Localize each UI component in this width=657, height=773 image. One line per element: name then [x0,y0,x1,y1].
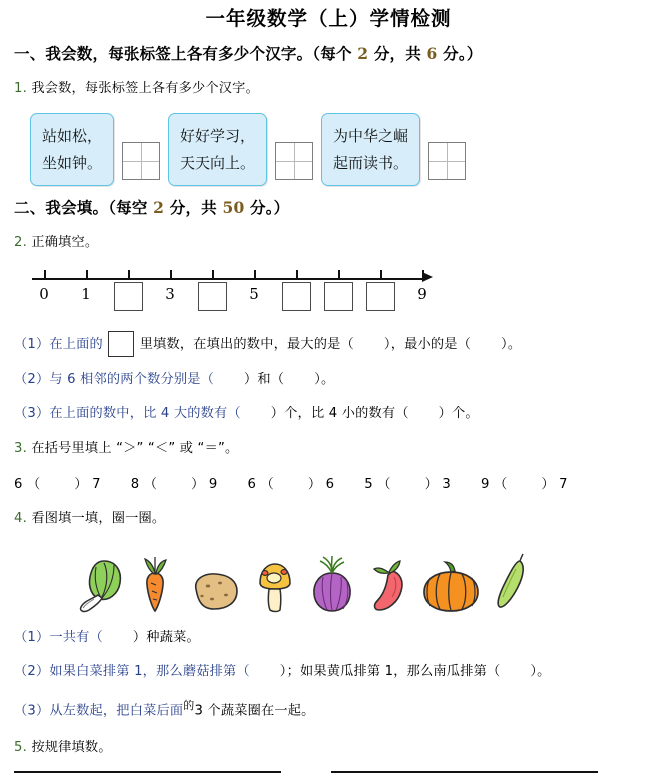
question-2-text: 正确填空。 [26,235,99,250]
number-line-tick [86,270,88,279]
question-3-text: 在括号里填上 “＞” “＜” 或 “＝”。 [26,441,239,456]
section-one-suffix: 分。） [437,44,483,63]
tianzige-answer-box-3[interactable] [428,142,466,180]
question-5 [14,737,643,758]
label-card-1-line-1: 站如松， [42,127,103,145]
q4-sub3-superscript: 的 [183,699,195,712]
onion-icon [308,555,356,615]
pumpkin-icon [420,559,482,615]
q4-sub2-end: ）。 [530,664,551,679]
q2-sub2-label: （2）与 6 相邻的两个数分别是（ [14,372,215,387]
comparison-left-number: 6 [14,477,23,492]
comparison-paren-open: （ [22,477,41,492]
number-line-tick [170,270,172,279]
comparison-paren-open: （ [489,477,508,492]
label-card-3 [321,113,420,186]
number-line-arrow-icon [422,272,433,282]
number-line-answer-box[interactable] [282,282,311,311]
section-one-score-total: 6 [426,44,438,63]
q2-sub3-end: ）个。 [438,406,479,421]
tianzige-answer-box-1[interactable] [122,142,160,180]
question-1-text: 我会数，每张标签上各有多少个汉字。 [26,81,259,96]
question-4-sub-1 [14,627,643,649]
number-line-answer-box[interactable] [366,282,395,311]
comparison-right-number: 7 [92,477,101,492]
comparison-left-number: 5 [364,477,373,492]
label-card-1 [30,113,114,186]
number-line-tick [128,270,130,279]
comparison-paren-close: ） [541,477,560,492]
number-line-label: 5 [249,285,259,303]
question-2 [14,232,643,253]
label-card-2-line-1: 好好学习， [180,127,256,145]
section-two-score-per: 2 [153,198,165,217]
question-5-number: 5. [14,740,27,756]
number-line-axis [32,278,424,280]
section-one-score-per: 2 [357,44,369,63]
comparison-paren-open: （ [372,477,391,492]
mushroom-icon [254,557,296,615]
comparison-right-number: 6 [325,477,335,492]
section-two-suffix: 分。） [244,198,290,217]
comparison-right-number: 7 [559,477,568,492]
q4-sub3-label: （3）从左数起，把白菜后面 [14,703,184,719]
number-line-tick [380,270,382,279]
number-line-answer-box[interactable] [324,282,353,311]
q4-sub1-label: （1）一共有（ [14,630,103,645]
potato-icon [184,567,242,615]
section-heading-two [14,197,643,219]
number-line-tick [44,270,46,279]
q2-sub1-mid: 里填数，在填出的数中，最大的是（ [135,337,354,352]
q2-sub2-mid: ）和（ [244,372,285,387]
q2-sub2-end: ）。 [314,372,335,387]
comparison-item [481,475,568,495]
question-3 [14,438,643,459]
comparison-paren-close: ） [307,477,326,492]
number-line-answer-box[interactable] [114,282,143,311]
tianzige-answer-box-2[interactable] [275,142,313,180]
number-line-tick [254,270,256,279]
comparison-item [14,475,101,495]
comparison-right-number: 9 [208,477,218,492]
label-card-1-line-2: 坐如钟。 [42,154,103,172]
q2-sub1-mid2: ），最小的是（ [383,337,472,352]
comparison-left-number: 8 [130,477,140,492]
question-2-sub-1 [14,331,643,357]
inline-answer-box[interactable] [108,331,134,357]
comparison-item [131,475,218,495]
question-2-number: 2. [14,235,27,250]
q2-sub3-label: （3）在上面的数中，比 4 大的数有（ [14,406,241,421]
vegetable-row [14,543,643,615]
number-line-answer-box[interactable] [198,282,227,311]
number-line-label: 1 [81,285,91,303]
number-line [24,267,444,319]
q4-sub2-mid: ）；如果黄瓜排第 1，那么南瓜排第（ [279,664,501,679]
label-card-2-line-2: 天天向上。 [180,154,256,172]
section-one-mid: 分，共 [368,44,427,63]
q2-sub1-label: （1）在上面的 [14,337,108,352]
question-4-number: 4. [14,511,27,526]
comparison-right-number: 3 [442,477,451,492]
carrot-icon [138,553,172,615]
section-heading-one [14,43,643,65]
question-1-number: 1. [14,81,27,96]
label-cards-row [14,113,643,186]
comparison-left-number: 9 [481,477,490,492]
number-line-label: 3 [165,285,175,303]
comparison-left-number: 6 [247,477,257,492]
q2-sub1-end: ）。 [501,337,522,352]
section-two-mid: 分，共 [164,198,223,217]
page-title: 一年级数学（上）学情检测 [205,7,452,30]
chili-icon [368,555,408,615]
comparison-item [364,475,451,495]
comparison-paren-close: ） [191,477,209,492]
label-card-3-line-2: 起而读书。 [333,154,409,172]
section-two-prefix: 二、我会填。（每空 [14,198,154,217]
number-line-tick [212,270,214,279]
number-line-tick [338,270,340,279]
comparison-paren-close: ） [74,477,93,492]
section-one-prefix: 一、我会数，每张标签上各有多少个汉字。（每个 [14,44,358,63]
question-2-sub-3 [14,403,643,425]
label-card-2 [168,113,267,186]
section-two-score-total: 50 [222,198,245,217]
question-5-text: 按规律填数。 [26,740,112,756]
question-2-sub-2 [14,369,643,391]
number-line-label: 0 [39,285,49,303]
q2-sub3-mid: ）个，比 4 小的数有（ [270,406,409,421]
question-4-text: 看图填一填，圈一圈。 [26,511,166,526]
cucumber-icon [494,553,530,615]
label-card-3-line-1: 为中华之崛 [333,127,409,145]
comparison-paren-close: ） [424,477,443,492]
comparison-paren-open: （ [139,477,158,492]
comparison-item [248,475,335,495]
q4-sub1-end: ）种蔬菜。 [132,630,200,645]
question-3-number: 3. [14,441,27,456]
question-4-sub-3 [14,695,643,722]
question-4 [14,508,643,529]
q4-sub2-label: （2）如果白菜排第 1，那么蘑菇排第（ [14,664,250,679]
comparison-row [14,475,643,495]
cabbage-icon [74,555,126,615]
number-line-label: 9 [417,285,427,303]
question-4-sub-2 [14,661,643,683]
question-1 [14,78,643,99]
number-line-tick [422,270,424,279]
q4-sub3-end: 3 个蔬菜圈在一起。 [194,703,315,719]
number-line-tick [296,270,298,279]
comparison-paren-open: （ [256,477,274,492]
